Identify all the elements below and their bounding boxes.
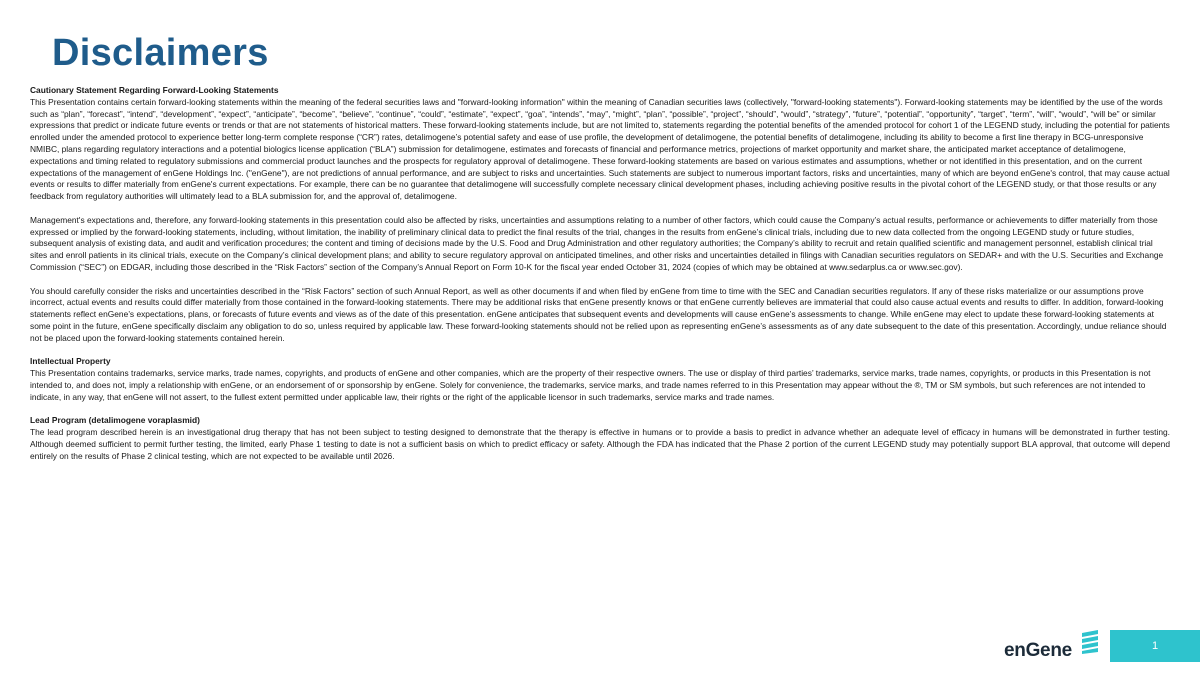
disclaimer-body [30, 85, 1170, 474]
section-paragraph: Management's expectations and, therefore, any forward-looking statements in this presentation could also be affected by risks, uncertainties and assumptions relating to a number of other factors, which could cause the Company’s actual results, performance or achievements to differ materially from those expressed or implied by the forward-looking statements, including, without limitation, the inability of preliminary clinical data to predict the final results of the trial, changes in the results from enGene’s clinical trials, including due to new data collected from the ongoing LEGEND study or future studies, subsequent analysis of existing data, and audit and verification procedures; the content and timing of decisions made by the U.S. Food and Drug Administration and other regulatory authorities; the Company’s ability to recruit and retain qualified scientific and management personnel, establish clinical trial sites and enroll patients in its clinical trials, execute on the Company’s clinical development plans; and ability to secure regulatory approval on anticipated timelines, and other risks and uncertainties detailed in filings with Canadian securities regulators on SEDAR+ and with the U.S. Securities and Exchange Commission (“SEC”) on EDGAR, including those described in the “Risk Factors” section of the Company’s Annual Report on Form 10-K for the fiscal year ended October 31, 2024 (copies of which may be obtained at www.sedarplus.ca or www.sec.gov). [30, 214, 1164, 272]
section-heading: Lead Program (detalimogene voraplasmid) [30, 415, 200, 426]
page-number-badge [1110, 630, 1200, 662]
page-title: Disclaimers [52, 32, 269, 74]
engene-logo [1004, 630, 1104, 664]
logo-wordmark: enGene [1004, 640, 1072, 661]
section-heading: Intellectual Property [30, 356, 111, 367]
section-paragraph: You should carefully consider the risks and uncertainties described in the “Risk Factors” section of such Annual Report, as well as other documents if and when filed by enGene from time to time with the SEC and Canadian securities regulators. If any of these risks materialize or our assumptions prove incorrect, actual events and results could differ materially from those contained in the forward-looking statements. There may be additional risks that enGene presently knows or that enGene currently believes are immaterial that could also cause actual events and results to differ. In addition, forward-looking statements reflect enGene’s expectations, plans, or forecasts of future events and views as of the date of this presentation. enGene anticipates that subsequent events and developments will cause enGene’s assessments to change. While enGene may elect to update these forward-looking statements at some point in the future, enGene specifically disclaim any obligation to do so, unless required by applicable law. These forward-looking statements should not be relied upon as representing enGene’s assessments as of any date subsequent to the date of this presentation. Accordingly, undue reliance should not be placed upon the forward-looking statements contained herein. [30, 285, 1167, 343]
section-heading: Cautionary Statement Regarding Forward-Looking Statements [30, 85, 279, 95]
section-paragraph: This Presentation contains trademarks, service marks, trade names, copyrights, and products of enGene and other companies, which are the property of their respective owners. The use or display of third parties’ trademarks, service marks, trade names, copyrights, or products in this Presentation is not intended to, and does not, imply a relationship with enGene, or an endorsement of or sponsorship by enGene. Solely for convenience, the trademarks, service marks, and trade names referred to in this Presentation may appear without the ®, TM or SM symbols, but such references are not intended to indicate, in any way, that enGene will not assert, to the fullest extent permitted under applicable law, their rights or the right of the applicable licensor in such trademarks, service marks and trade names. [30, 368, 1151, 402]
section-forward-looking [30, 85, 1170, 345]
section-intellectual-property [30, 356, 1170, 403]
section-paragraph: This Presentation contains certain forward-looking statements within the meaning of the federal securities laws and "forward-looking information" within the meaning of Canadian securities laws (collectively, "forward-looking statements"). Forward-looking statements may be identified by the use of the words such as “plan”, “forecast”, “intend”, “development”, “expect”, “anticipate”, “become”, “believe”, “continue”, “could”, “estimate”, “expect”, “goa”, “intends”, “may”, “might”, “plan”, “possible”, “project”, “should”, “would”, “strategy”, “future”, “potential”, “opportunity”, “target”, “term”, “will”, “would”, “will be” or similar expressions that predict or indicate future events or trends or that are not statements of historical matters. These forward-looking statements include, but are not limited to, statements regarding the potential benefits of the amended protocol for cohort 1 of the LEGEND study, including the potential for patients enrolled under the amended protocol to experience better long-term complete response (“CR”) rates, detalimogene’s potential safety and ease of use profile, the development of detalimogene, the potential benefits of detalimogene, including its ability to become a first line therapy in BCG-unresponsive NMIBC, plans regarding regulatory interactions and a potential biologics license application (“BLA”) submission for detalimogene, estimates and forecasts of financial and performance metrics, projections of market opportunity and market share, the anticipated market acceptance of detalimogene, expectations and timing related to regulatory submissions and commercial product launches and the prospects for regulatory approval of detalimogene. These forward-looking statements are based on various estimates and assumptions, whether or not identified in this presentation, and on the current expectations of the management of enGene Holdings Inc. ("enGene"), are not predictions of annual performance, and are subject to risks and uncertainties. Such statements are subject to numerous important factors, risks and uncertainties, many of which are beyond enGene's control, that may cause actual events or results to differ materially from enGene's current expectations. For example, there can be no guarantee that detalimogene will successfully complete necessary clinical development phases, including achieving positive results in the pivotal cohort of the LEGEND study, or that those results or any feedback from regulatory authorities will ultimately lead to a BLA submission for, and the approval of, detalimogene. [30, 96, 1170, 202]
section-paragraph: The lead program described herein is an investigational drug therapy that has not been subject to testing designed to demonstrate that the therapy is effective in humans or to provide a basis to predict in advance whether an adequate level of efficacy in humans will be demonstrated in further testing. Although deemed sufficient to permit further testing, the limited, early Phase 1 testing to date is not a sufficient basis on which to predict efficacy or safety. Although the FDA has indicated that the Phase 2 portion of the current LEGEND study may potentially support BLA approval, that outcome will depend entirely on the results of Phase 2 clinical testing, which are not expected to be available until 2026. [30, 427, 1170, 461]
page-number: 1 [1151, 640, 1159, 652]
engene-stripes-logo-icon [1080, 630, 1100, 654]
section-lead-program [30, 415, 1170, 462]
